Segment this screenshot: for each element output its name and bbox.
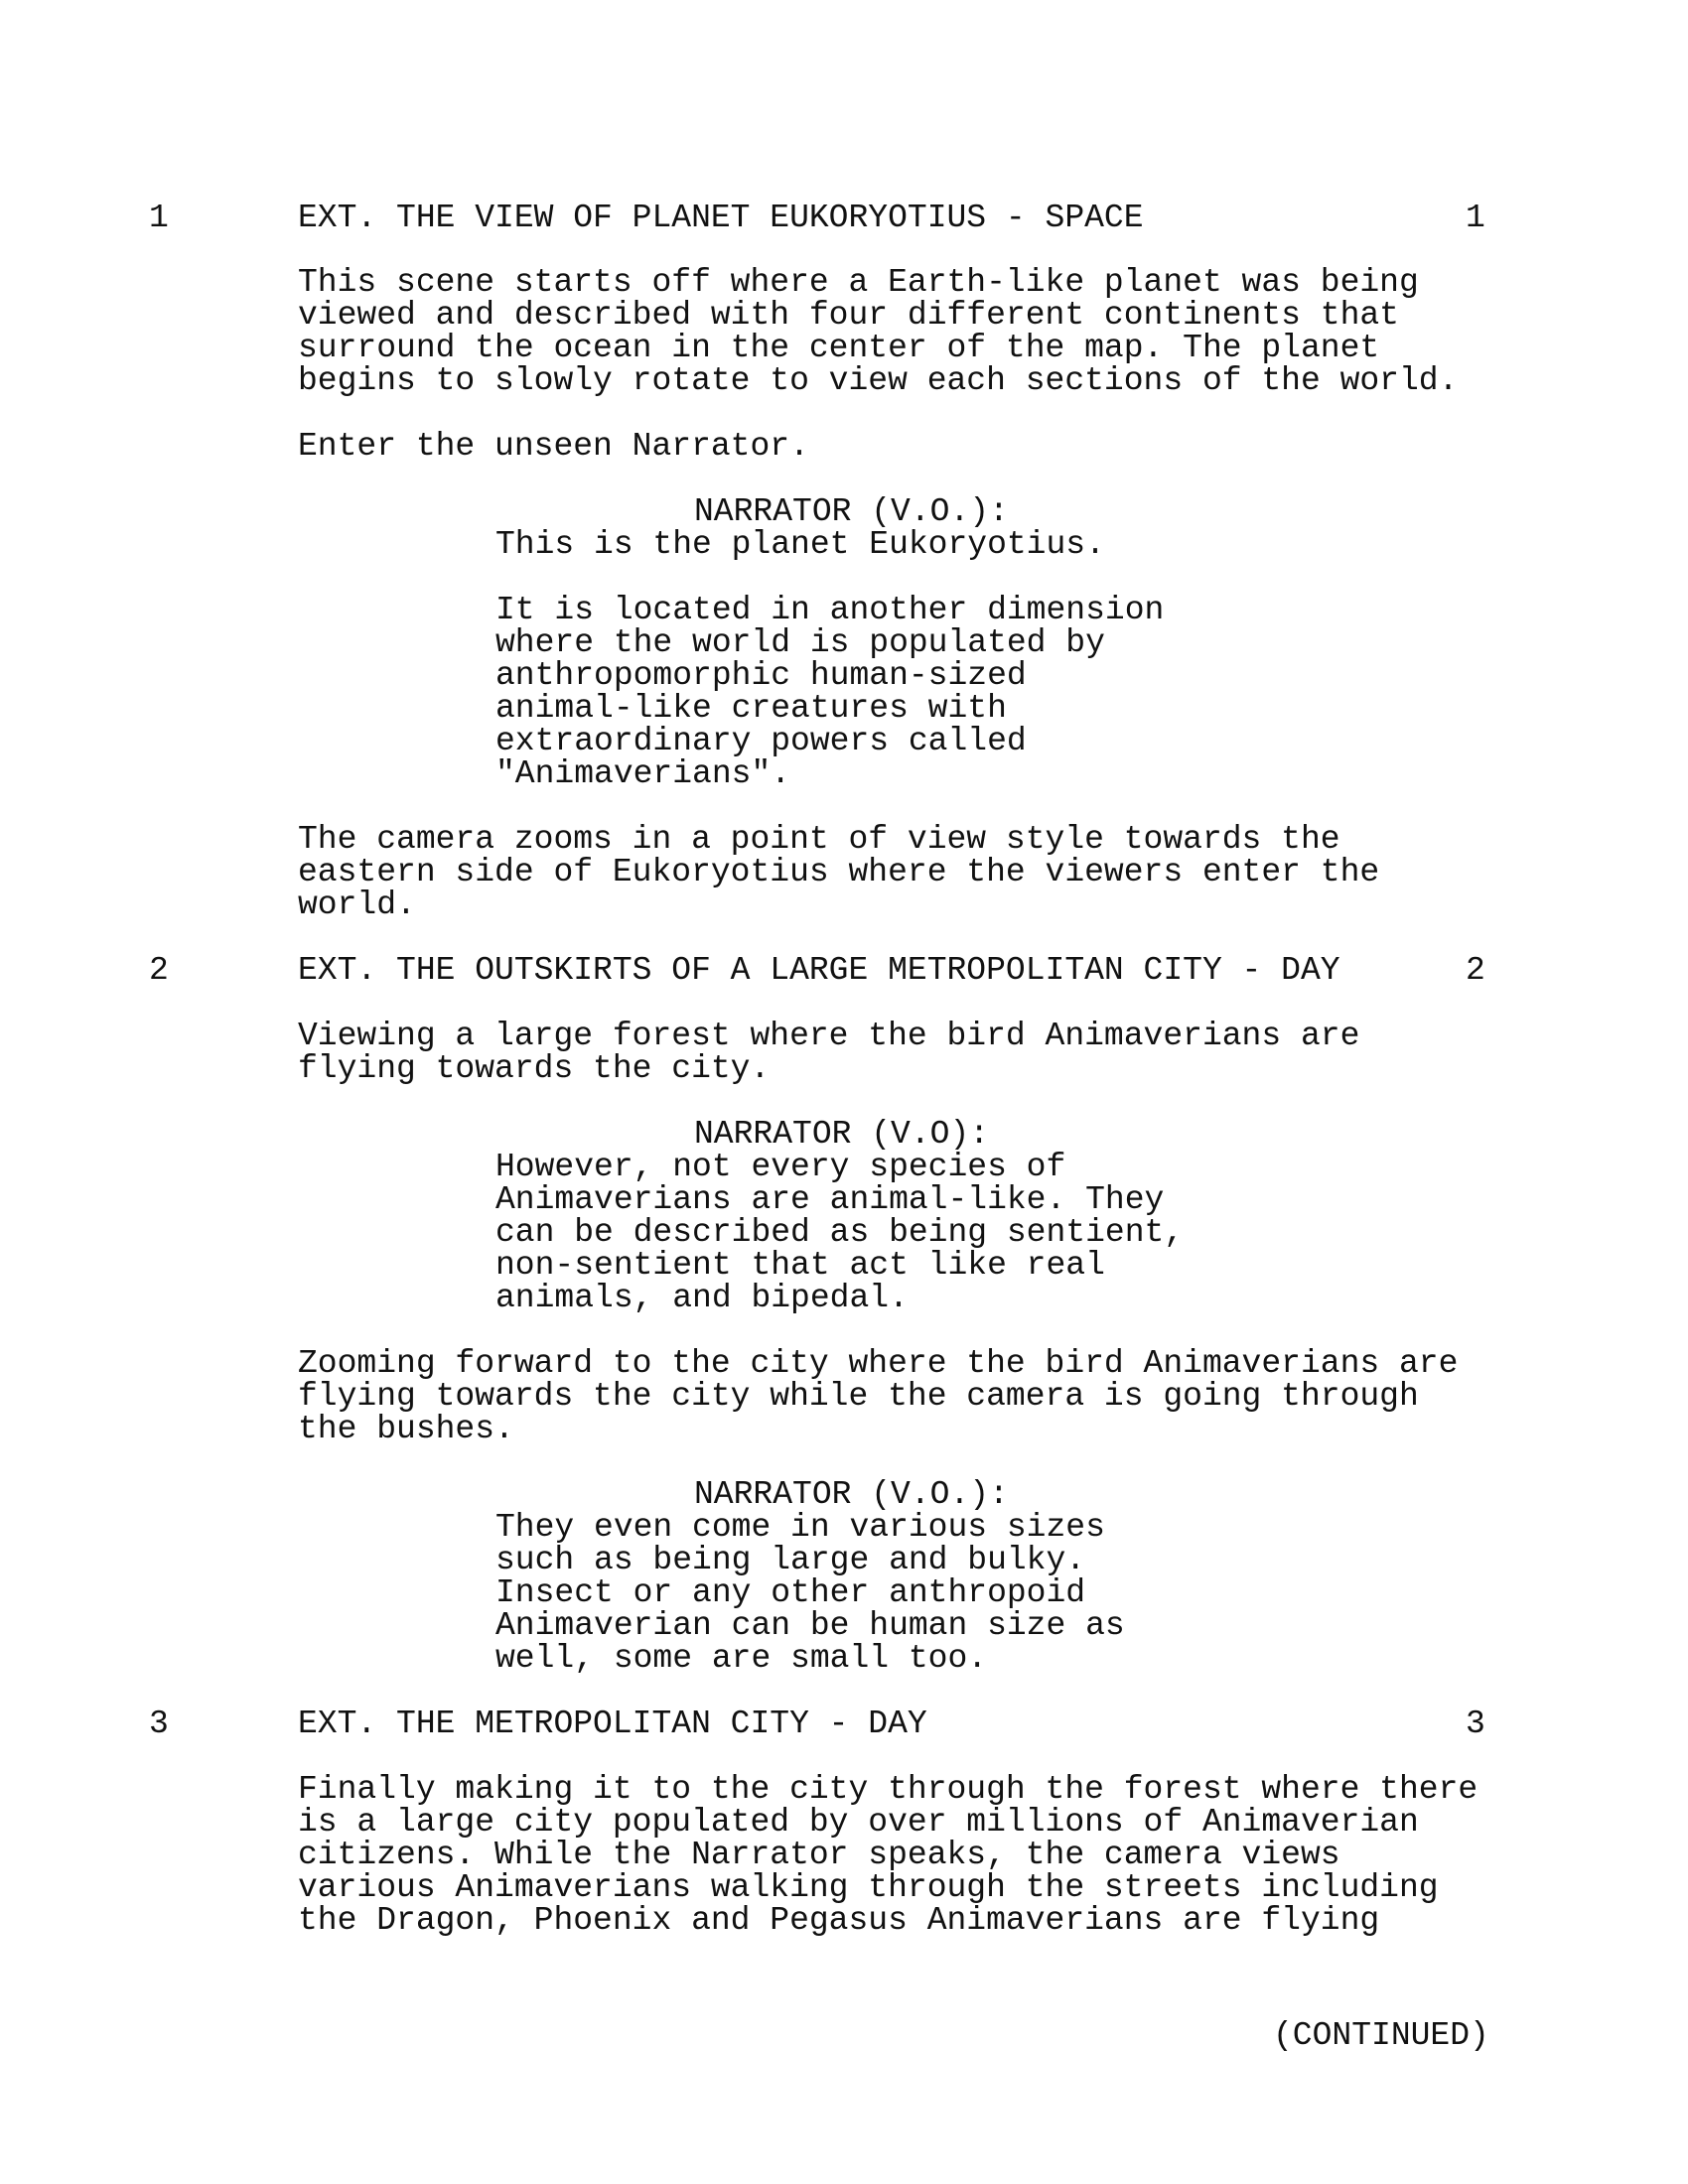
action-line: begins to slowly rotate to view each sections of the world. (298, 362, 1459, 399)
dialogue-line: Insect or any other anthropoid (495, 1574, 1086, 1611)
action-line: Viewing a large forest where the bird Animaverians are (298, 1018, 1360, 1054)
dialogue-line: "Animaverians". (495, 755, 791, 792)
dialogue-line: where the world is populated by (495, 624, 1105, 661)
dialogue-line: can be described as being sentient, (495, 1214, 1185, 1251)
action-line: world. (298, 887, 416, 923)
scene-heading: EXT. THE VIEW OF PLANET EUKORYOTIUS - SPACE (298, 200, 1144, 236)
dialogue-line: well, some are small too. (495, 1640, 988, 1677)
action-line: eastern side of Eukoryotius where the viewers enter the (298, 854, 1380, 890)
scene-number-right: 2 (1466, 952, 1485, 989)
action-line: the Dragon, Phoenix and Pegasus Animaverians are flying (298, 1902, 1380, 1939)
dialogue-line: such as being large and bulky. (495, 1542, 1086, 1578)
action-line: the bushes. (298, 1411, 514, 1447)
dialogue-line: non-sentient that act like real (495, 1247, 1105, 1284)
dialogue-line: Animaverian can be human size as (495, 1607, 1125, 1644)
action-line: citizens. While the Narrator speaks, the camera views (298, 1837, 1340, 1873)
dialogue-line: This is the planet Eukoryotius. (495, 526, 1105, 563)
action-line: surround the ocean in the center of the map. The planet (298, 330, 1380, 366)
action-line: flying towards the city. (298, 1050, 771, 1087)
character-cue: NARRATOR (V.O.): (694, 493, 1009, 530)
dialogue-line: It is located in another dimension (495, 592, 1165, 628)
scene-number-left: 1 (149, 200, 169, 236)
dialogue-line: Animaverians are animal-like. They (495, 1181, 1165, 1218)
scene-number-right: 1 (1466, 200, 1485, 236)
action-line: Zooming forward to the city where the bird Animaverians are (298, 1345, 1459, 1382)
action-line: flying towards the city while the camera is going through (298, 1378, 1419, 1415)
dialogue-line: They even come in various sizes (495, 1509, 1105, 1546)
action-line: The camera zooms in a point of view style towards the (298, 821, 1340, 858)
character-cue: NARRATOR (V.O.): (694, 1476, 1009, 1513)
action-line: Finally making it to the city through the forest where there (298, 1771, 1478, 1808)
dialogue-line: animals, and bipedal. (495, 1280, 909, 1316)
dialogue-line: However, not every species of (495, 1149, 1066, 1185)
action-line: various Animaverians walking through the streets including (298, 1869, 1439, 1906)
scene-number-left: 2 (149, 952, 169, 989)
dialogue-line: anthropomorphic human-sized (495, 657, 1027, 694)
character-cue: NARRATOR (V.O): (694, 1116, 990, 1153)
scene-heading: EXT. THE METROPOLITAN CITY - DAY (298, 1706, 927, 1742)
dialogue-line: extraordinary powers called (495, 723, 1027, 759)
action-line: viewed and described with four different continents that (298, 297, 1399, 334)
continued-marker: (CONTINUED) (1273, 2017, 1489, 2054)
action-line: Enter the unseen Narrator. (298, 428, 809, 465)
scene-number-left: 3 (149, 1706, 169, 1742)
scene-heading: EXT. THE OUTSKIRTS OF A LARGE METROPOLITAN CITY - DAY (298, 952, 1340, 989)
scene-number-right: 3 (1466, 1706, 1485, 1742)
dialogue-line: animal-like creatures with (495, 690, 1007, 727)
action-line: This scene starts off where a Earth-like planet was being (298, 264, 1419, 301)
action-line: is a large city populated by over millions of Animaverian (298, 1804, 1419, 1841)
